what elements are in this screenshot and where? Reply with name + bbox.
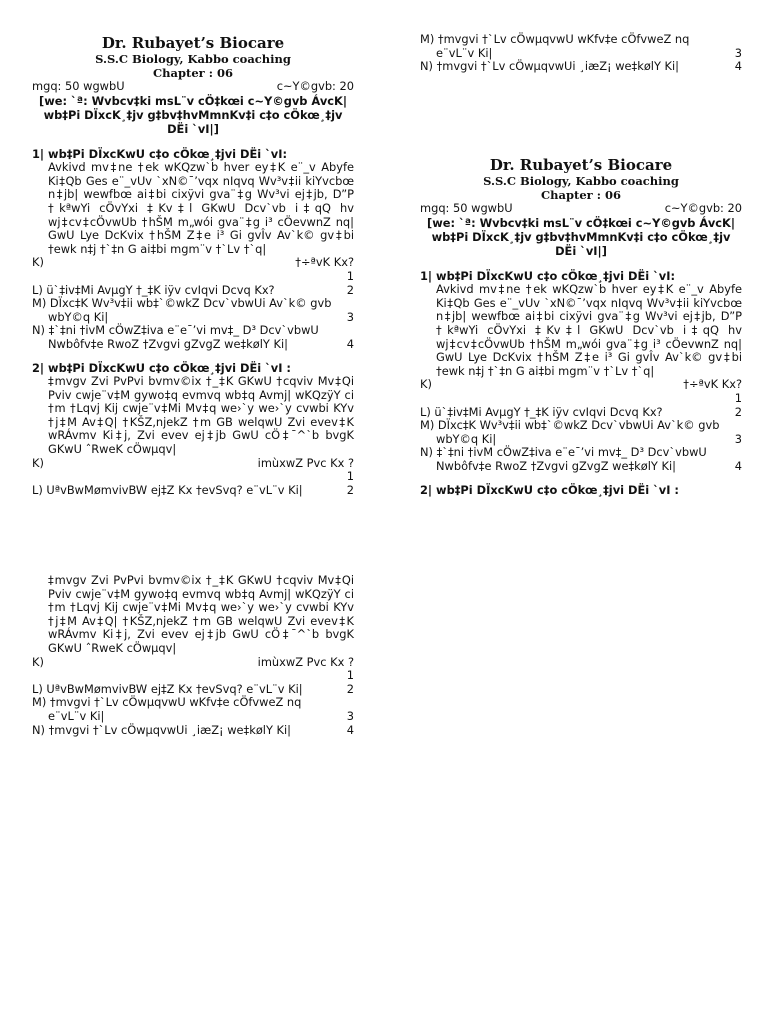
instruction-notice-duplicate: [we: `ª: Wvbcv‡ki msL¨v cÖ‡kœi c~Y©gvb ÁvcK| wb‡Pi DÏxcK¸‡jv g‡bv‡hvMmnKv‡i c‡o cÖkœ¸‡jv DËi `vI|] xyxy=(426,215,735,258)
q1-heading: 1| wb‡Pi DÏxcKwU c‡o cÖkœ¸‡jvi DËi `vI: xyxy=(32,146,288,161)
q2-option-n: N) †mvgvi †`Lv cÖwµqvwUi ¸iæZ¡ we‡kølY Ki| 4 xyxy=(420,59,742,74)
q1-option-l-duplicate: L) ü`‡iv‡Mi AvµgY †_‡K iÿv cvIqvi Dcvq Kx? 2 xyxy=(420,404,742,419)
q2-heading-duplicate: 2| wb‡Pi DÏxcKwU c‡o cÖkœ¸‡jvi DËi `vI : xyxy=(420,482,679,497)
q2-option-k-mark: 1 xyxy=(346,469,354,484)
q2-option-m-wrap: e¨vL¨v Ki| 3 xyxy=(436,45,742,60)
q1-option-n-wrap-duplicate: Nwbôfv‡e RwoZ †Zvgvi gZvgZ we‡kølY Ki| 4 xyxy=(436,458,742,473)
chapter-label: Chapter : 06 xyxy=(153,66,233,80)
q1-option-n-duplicate: N) ‡`‡ni †ivM cÖwZ‡iva e¨e¯’vi mv‡_ D³ Dcv`vbwU xyxy=(420,445,707,460)
q2-option-l: L) UªvBwMømvivBW ej‡Z Kx †evSvq? e¨vL¨v Ki| 2 xyxy=(32,482,354,497)
exam-meta-duplicate: mgq: 50 wgwbU c~Y©gvb: 20 xyxy=(420,201,742,215)
q2-option-k: K) imùxwZ Pvc Kx ? xyxy=(32,455,354,470)
q1-option-k-mark: 1 xyxy=(346,268,354,283)
page-title: Dr. Rubayet’s Biocare xyxy=(101,34,285,52)
marks-label: c~Y©gvb: 20 xyxy=(276,79,354,93)
q2-repeat-option-m-wrap: e¨vL¨v Ki| 3 xyxy=(48,708,354,723)
q1-option-m-duplicate: M) DÏxc‡K Wv³v‡ii wb‡`©wkZ Dcv`vbwUi Av`k© gvb xyxy=(420,418,720,433)
sheet-right xyxy=(420,156,742,497)
q1-option-m-wrap: wbY©q Ki| 3 xyxy=(48,309,354,324)
page-title-duplicate: Dr. Rubayet’s Biocare xyxy=(489,156,673,174)
q1-stem: Avkivd mv‡ne †ek wKQzw`b hver ey‡K e¨_v Abyfe Ki‡Qb Ges e¨_vUv `xN©¯’vqx nIqvq Wv³v‡ii kiYvcbœ n‡jb| wewfbœ ai‡bi cixÿvi gva¨‡g Wv³vi ej‡jb, D”P †kªwYi cÖvYxi ‡Kv‡l GKwU Dcv`vb i‡qQ hv wj‡cv‡cÖvwUb †hŠM m„wói gva¨‡g i³ cÖevwnZ nq| GwU Lye DcKvix †hŠM Z‡e i³ Gi gvÎv Av`k© gv‡bi †ewk n‡j †`‡n G ai‡bi mgm¨v †`Lv †`q| xyxy=(48,160,354,256)
q2-repeat-option-k-mark: 1 xyxy=(346,668,354,683)
q1-heading-duplicate: 1| wb‡Pi DÏxcKwU c‡o cÖkœ¸‡jvi DËi `vI: xyxy=(420,268,676,283)
exam-meta xyxy=(32,80,354,94)
q1-option-n: N) ‡`‡ni †ivM cÖwZ‡iva e¨e¯’vi mv‡_ D³ Dcv`vbwU xyxy=(32,323,319,338)
q2-continuation-top xyxy=(420,33,742,74)
page-subtitle: S.S.C Biology, Kabbo coaching xyxy=(95,52,291,66)
q1-option-k: K) †÷ªvK Kx? xyxy=(32,255,354,270)
q2-repeat-option-l: L) UªvBwMømvivBW ej‡Z Kx †evSvq? e¨vL¨v Ki| 2 xyxy=(32,681,354,696)
q2-repeat-option-m: M) †mvgvi †`Lv cÖwµqvwU wKfv‡e cÖfvweZ nq xyxy=(32,695,302,710)
q1-option-n-wrap: Nwbôfv‡e RwoZ †Zvgvi gZvgZ we‡kølY Ki| 4 xyxy=(48,336,354,351)
q2-stem: ‡mvgv Zvi PvPvi bvmv©ix †_‡K GKwU †cqviv Mv‡Qi Pviv cwje¨v‡M gywo‡q evmvq wb‡q Avmj| wKQzÿY ci †m †Lqvj Kij cwje¨v‡Mi Mv‡q we›`y we›`y cvwbi KYv †j‡M Av‡Q| †KŠZ‚njekZ †m GB welqwU Zvi evev‡K wRÁvmv Ki‡j, Zvi evev ej‡jb GwU cÖ‡¯^`b bvgK GKwU ˆRweK cÖwµqv| xyxy=(48,374,354,457)
q1-option-l: L) ü`‡iv‡Mi AvµgY †_‡K iÿv cvIqvi Dcvq Kx? 2 xyxy=(32,282,354,297)
q2-repeat-option-n: N) †mvgvi †`Lv cÖwµqvwUi ¸iæZ¡ we‡kølY Ki| 4 xyxy=(32,722,354,737)
time-label: mgq: 50 wgwbU xyxy=(32,79,125,93)
q2-repeat-stem: ‡mvgv Zvi PvPvi bvmv©ix †_‡K GKwU †cqviv Mv‡Qi Pviv cwje¨v‡M gywo‡q evmvq wb‡q Avmj| wKQzÿY ci †m †Lqvj Kij cwje¨v‡Mi Mv‡q we›`y we›`y cvwbi KYv †j‡M Av‡Q| †KŠZ‚njekZ †m GB welqwU Zvi evev‡K wRÁvmv Ki‡j, Zvi evev ej‡jb GwU cÖ‡¯^`b bvgK GKwU ˆRweK cÖwµqv| xyxy=(48,573,354,655)
q2-heading: 2| wb‡Pi DÏxcKwU c‡o cÖkœ¸‡jvi DËi `vI : xyxy=(32,360,291,375)
page-subtitle-duplicate: S.S.C Biology, Kabbo coaching xyxy=(483,174,679,188)
instruction-notice: [we: `ª: Wvbcv‡ki msL¨v cÖ‡kœi c~Y©gvb ÁvcK| wb‡Pi DÏxcK¸‡jv g‡bv‡hvMmnKv‡i c‡o cÖkœ¸‡jv DËi `vI|] xyxy=(38,93,347,136)
q1-option-m: M) DÏxc‡K Wv³v‡ii wb‡`©wkZ Dcv`vbwUi Av`k© gvb xyxy=(32,296,332,311)
q2-repeat-block xyxy=(32,574,354,737)
q1-option-k-mark-duplicate: 1 xyxy=(734,390,742,405)
sheet-left xyxy=(32,34,354,497)
q1-option-m-wrap-duplicate: wbY©q Ki| 3 xyxy=(436,431,742,446)
chapter-label-duplicate: Chapter : 06 xyxy=(541,188,621,202)
q2-option-m: M) †mvgvi †`Lv cÖwµqvwU wKfv‡e cÖfvweZ nq xyxy=(420,32,690,46)
q1-option-k-duplicate: K) †÷ªvK Kx? xyxy=(420,377,742,392)
q1-stem-duplicate: Avkivd mv‡ne †ek wKQzw`b hver ey‡K e¨_v Abyfe Ki‡Qb Ges e¨_vUv `xN©¯’vqx nIqvq Wv³v‡ii kiYvcbœ n‡jb| wewfbœ ai‡bi cixÿvi gva¨‡g Wv³vi ej‡jb, D”P †kªwYi cÖvYxi ‡Kv‡l GKwU Dcv`vb i‡qQ hv wj‡cv‡cÖvwUb †hŠM m„wói gva¨‡g i³ cÖevwnZ nq| GwU Lye DcKvix †hŠM Z‡e i³ Gi gvÎv Av`k© gv‡bi †ewk n‡j †`‡n G ai‡bi mgm¨v †`Lv †`q| xyxy=(436,282,742,378)
q2-repeat-option-k: K) imùxwZ Pvc Kx ? xyxy=(32,654,354,669)
